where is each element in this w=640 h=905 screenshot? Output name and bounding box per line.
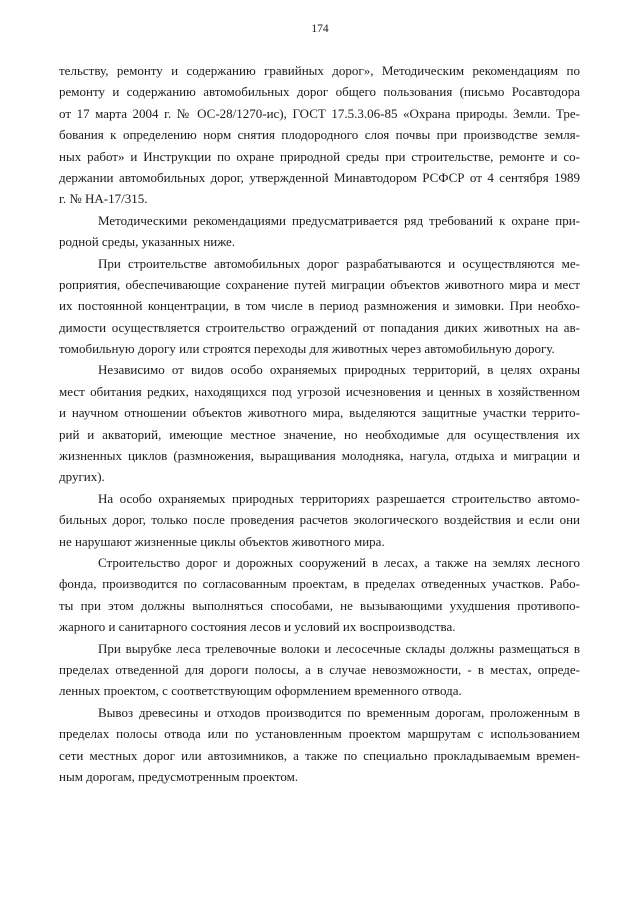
- text-line: жарного и санитарного состояния лесов и условий их воспроизводства.: [59, 619, 456, 635]
- text-line: Методическими рекомендациями предусматривается ряд требований к охране при-: [98, 212, 580, 228]
- page-number: 174: [311, 23, 329, 35]
- text-line: от 17 марта 2004 г. № ОС-28/1270-ис), ГОСТ 17.5.3.06-85 «Охрана природы. Земли. Тре-: [59, 105, 580, 121]
- text-line: Строительство дорог и дорожных сооружений в лесах, а также на землях лесного: [98, 554, 580, 570]
- text-line: ты при этом должны выполняться способами, не вызывающими ухудшения противопо-: [59, 597, 580, 613]
- text-line: рий и акваторий, имеющие местное значение, но необходимые для осуществления их: [59, 426, 580, 442]
- paragraph: [59, 60, 580, 210]
- text-line: других).: [59, 469, 105, 485]
- text-line: пределах полосы отвода или по установленным проектом маршрутам с использованием: [59, 726, 580, 742]
- text-line: тельству, ремонту и содержанию гравийных дорог», Методическим рекомендациям по: [59, 63, 580, 78]
- text-line: мест обитания редких, находящихся под угрозой исчезновения и ценных в хозяйственном: [59, 383, 580, 399]
- text-line: ремонту и содержанию автомобильных дорог общего пользования (письмо Росавтодора: [59, 84, 580, 100]
- text-line: фонда, производится по согласованным проектам, в пределах отведенных участков. Рабо-: [59, 576, 580, 592]
- text-line: их постоянной концентрации, в том числе в период размножения и зимовки. При необхо-: [59, 298, 580, 314]
- text-line: ных работ» и Инструкции по охране природной среды при строительстве, ремонте и со-: [59, 148, 580, 164]
- paragraph: [59, 552, 580, 638]
- text-line: ным дорогам, предусмотренным проектом.: [59, 768, 299, 784]
- paragraph: [59, 702, 580, 788]
- text-line: роприятия, обеспечивающие сохранение путей миграции объектов животного мира и мест: [59, 276, 580, 292]
- text-line: не нарушают жизненные циклы объектов животного мира.: [59, 533, 385, 549]
- text-line: Независимо от видов особо охраняемых природных территорий, в целях охраны: [98, 362, 580, 378]
- text-line: жизненных циклов (размножения, выращивания молодняка, нагула, отдыха и миграции и: [59, 448, 580, 464]
- paragraph: [59, 488, 580, 552]
- text-line: бования к определению норм снятия плодородного слоя почвы при производстве земля-: [59, 127, 580, 143]
- text-line: При вырубке леса трелевочные волоки и лесосечные склады должны размещаться в: [98, 640, 580, 656]
- text-line: При строительстве автомобильных дорог разрабатываются и осуществляются ме-: [98, 255, 580, 271]
- paragraph: [59, 210, 580, 253]
- paragraph: [59, 253, 580, 360]
- text-line: держании автомобильных дорог, утвержденной Минавтодором РСФСР от 4 сентября 1989: [59, 169, 580, 185]
- text-line: томобильную дорогу или строятся переходы для животных через автомобильную дорогу.: [59, 341, 555, 357]
- text-line: ленных проектом, с соответствующим оформлением временного отвода.: [59, 683, 462, 699]
- text-line: сети местных дорог или автозимников, а также по специально прокладываемым времен-: [59, 747, 580, 763]
- text-line: пределах отведенной для дороги полосы, а в случае невозможности, - в местах, опреде-: [59, 661, 580, 677]
- paragraph: [59, 359, 580, 487]
- text-line: На особо охраняемых природных территориях разрешается строительство автомо-: [98, 490, 580, 506]
- text-line: димости осуществляется строительство ограждений от попадания диких животных на ав-: [59, 319, 580, 335]
- text-line: родной среды, указанных ниже.: [59, 234, 236, 250]
- text-line: и научном отношении объектов животного мира, выделяются защитные участки террито-: [59, 405, 580, 421]
- text-line: г. № НА-17/315.: [59, 191, 148, 207]
- paragraph: [59, 638, 580, 702]
- text-line: бильных дорог, только после проведения расчетов экологического воздействия и если они: [59, 512, 580, 528]
- text-line: Вывоз древесины и отходов производится по временным дорогам, проложенным в: [98, 704, 580, 720]
- body-text: [59, 60, 580, 787]
